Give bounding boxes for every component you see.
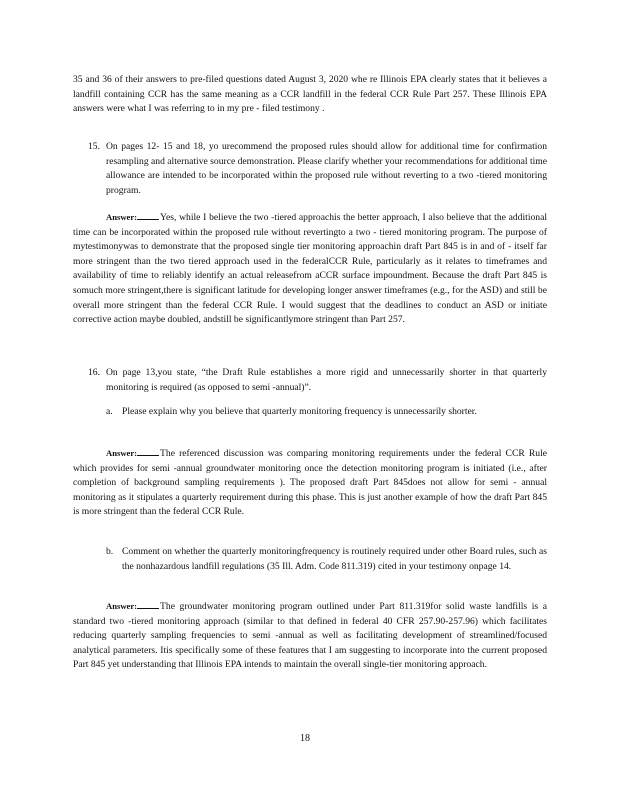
answer-underline: [137, 446, 159, 456]
question-16b-text: Comment on whether the quarterly monitoringfrequency is routinely required under other Board rules, such as the nonhazardous landfill regulations (35 Ill. Adm. Code 811.319) cited in your testimony onpage 14.: [122, 546, 547, 572]
question-16-number: 16.: [88, 367, 100, 378]
answer-text: The groundwater monitoring program outlined under Part 811.319for solid waste landfills is a standard two -tiered monitoring approach (similar to that defined in federal 40 CFR 257.90-257.96) which facilitates reducing quarterly sampling frequencies to semi -annual as well as facilitating development of streamlined/focused analytical parameters. Itis specifically some of these features that I am suggesting to incorporate into the current proposed Part 845 yet understanding that Illinois EPA intends to maintain the overall single-tier monitoring approach.: [73, 601, 547, 671]
question-15-text: On pages 12- 15 and 18, yo urecommend the proposed rules should allow for additional time for confirmation resampling and alternative source demonstration. Please clarify whether your recommendations for additional time allowance are intended to be incorporated within the proposed rule without reverting to a two -tiered monitoring program.: [106, 141, 547, 196]
question-16b-answer: [73, 599, 547, 673]
answer-underline: [137, 210, 159, 220]
answer-label: Answer:: [106, 601, 138, 611]
answer-label: Answer:: [106, 448, 138, 458]
intro-paragraph: 35 and 36 of their answers to pre-filed questions dated August 3, 2020 whe re Illinois EPA clearly states that it believes a landfill containing CCR has the same meaning as a CCR landfill in the federal CCR Rule Part 257. These Illinois EPA answers were what I was referring to in my pre - filed testimony .: [73, 74, 547, 115]
answer-text: Yes, while I believe the two -tiered approachis the better approach, I also believe that the additional time can be incorporated within the proposed rule without revertingto a two - tiered monitoring program. The purpose of mytestimonywas to demonstrate that the proposed single tier monitoring approachin draft Part 845 is in and of - itself far more stringent than the two tiered approach used in the federalCCR Rule, particularly as it relates to timeframes and availability of time to reliably identify an actual releasefrom aCCR surface impoundment. Because the draft Part 845 is somuch more stringent,there is significant latitude for developing longer answer timeframes (e.g., for the ASD) and still be overall more stringent than the federal CCR Rule. I would suggest that the deadlines to conduct an ASD or initiate corrective action maybe doubled, andstill be significantlymore stringent than Part 257.: [73, 212, 547, 326]
question-15-answer: [73, 210, 547, 328]
question-16b-number: b.: [106, 546, 114, 557]
page-number: 18: [300, 733, 310, 744]
question-16-text: On page 13,you state, “the Draft Rule establishes a more rigid and unnecessarily shorter in that quarterly monitoring is required (as opposed to semi -annual)”.: [106, 367, 547, 393]
answer-text: The referenced discussion was comparing monitoring requirements under the federal CCR Rule which provides for semi -annual groundwater monitoring once the detection monitoring program is initiated (i.e., after completion of background sampling requirements ). The proposed draft Part 845does not allow for semi - annual monitoring as it stipulates a quarterly requirement during this phase. This is just another example of how the draft Part 845 is more stringent than the federal CCR Rule.: [73, 448, 547, 518]
question-16a-answer: [73, 446, 547, 520]
question-16a-number: a.: [106, 406, 113, 417]
question-16a-text: Please explain why you believe that quarterly monitoring frequency is unnecessarily shorter.: [122, 406, 477, 417]
answer-underline: [137, 599, 159, 609]
answer-label: Answer:: [106, 212, 138, 222]
question-15-number: 15.: [88, 141, 100, 152]
